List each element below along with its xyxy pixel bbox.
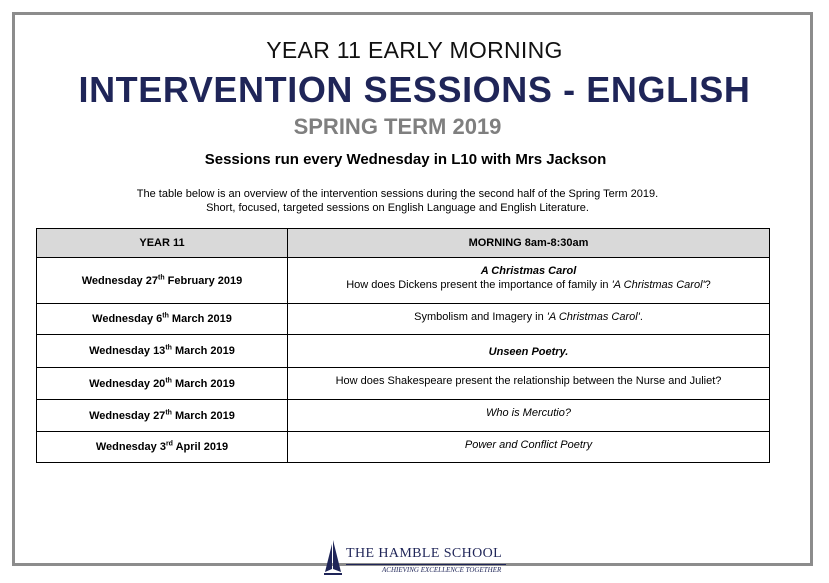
term-subtitle: SPRING TERM 2019 — [293, 114, 502, 139]
session-date: Wednesday 20th March 2019 — [37, 368, 288, 400]
session-date: Wednesday 27th March 2019 — [37, 400, 288, 432]
table-row — [37, 432, 770, 463]
school-logo — [322, 538, 512, 578]
session-date: Wednesday 27th February 2019 — [37, 258, 288, 304]
table-row — [37, 335, 770, 368]
sail-logo-icon — [322, 538, 344, 578]
table-header-row — [37, 229, 770, 258]
session-topic: Power and Conflict Poetry — [288, 432, 770, 463]
topic-text: How does Dickens present the importance of family in 'A Christmas Carol'? — [346, 279, 711, 291]
session-info: Sessions run every Wednesday in L10 with Mrs Jackson — [204, 151, 607, 168]
session-date: Wednesday 6th March 2019 — [37, 304, 288, 335]
topic-title: A Christmas Carol — [480, 265, 577, 277]
table-row — [37, 368, 770, 400]
session-topic: Unseen Poetry. — [288, 335, 770, 368]
logo-divider — [346, 564, 506, 565]
session-topic: Symbolism and Imagery in 'A Christmas Carol'. — [288, 304, 770, 335]
page-title: INTERVENTION SESSIONS - ENGLISH — [78, 69, 751, 110]
header-year: YEAR 11 — [37, 229, 288, 258]
header-morning: MORNING 8am-8:30am — [288, 229, 770, 258]
school-name: THE HAMBLE SCHOOL — [346, 546, 503, 561]
session-topic: How does Shakespeare present the relationship between the Nurse and Juliet? — [288, 368, 770, 400]
session-date: Wednesday 13th March 2019 — [37, 335, 288, 368]
session-topic — [288, 258, 770, 304]
table-row — [37, 400, 770, 432]
intro-line-1: The table below is an overview of the intervention sessions during the second half of the Spring Term 2019. — [136, 188, 659, 200]
schedule-table — [36, 228, 770, 463]
session-topic: Who is Mercutio? — [288, 400, 770, 432]
intro-line-2: Short, focused, targeted sessions on English Language and English Literature. — [206, 202, 589, 214]
table-row — [37, 304, 770, 335]
school-motto: ACHIEVING EXCELLENCE TOGETHER — [382, 566, 502, 574]
title-year-group: YEAR 11 EARLY MORNING — [266, 37, 563, 63]
table-row — [37, 258, 770, 304]
session-date: Wednesday 3rd April 2019 — [37, 432, 288, 463]
intro-text — [0, 187, 795, 215]
